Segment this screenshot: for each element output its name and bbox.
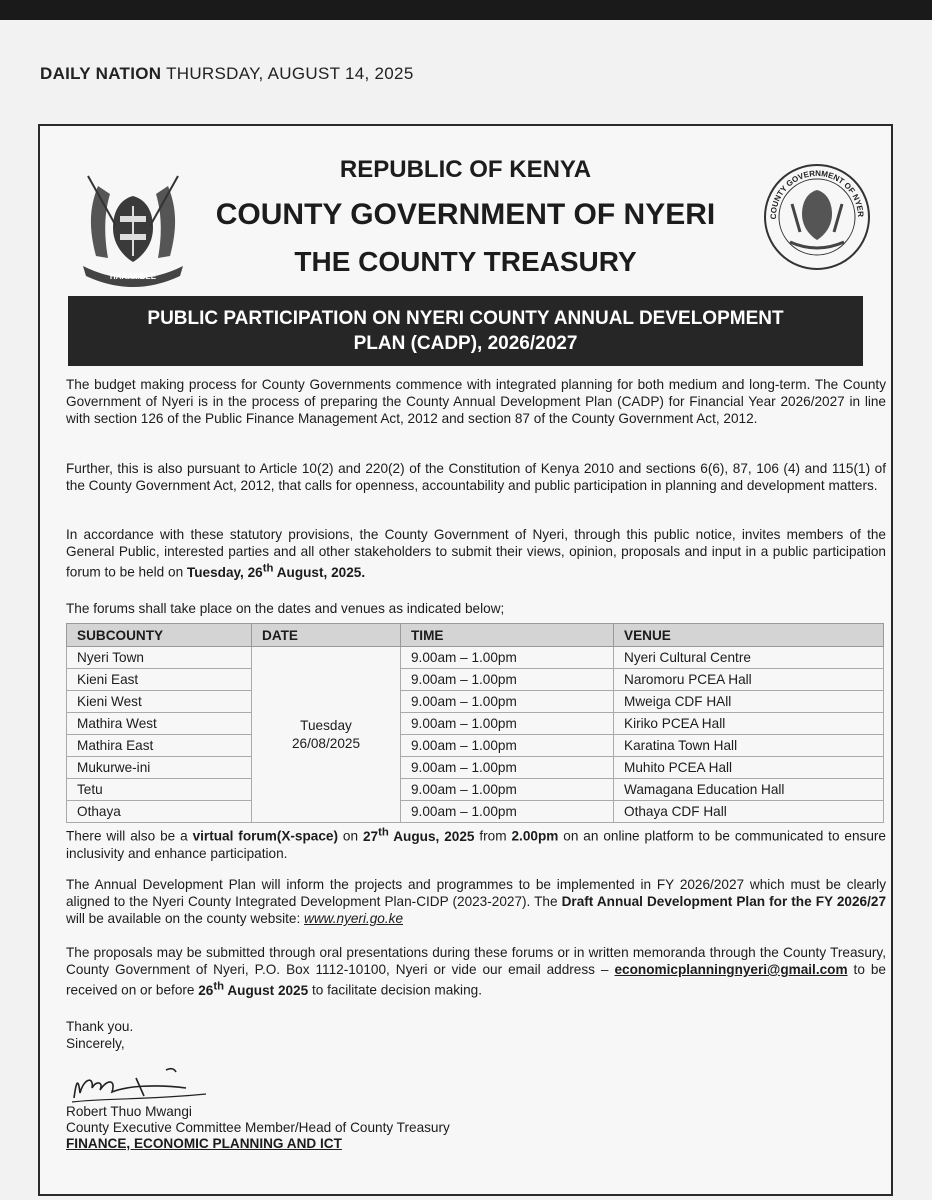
top-bar	[0, 0, 932, 20]
signatory-block	[66, 1104, 450, 1152]
public-notice	[38, 124, 893, 1196]
table-row: Mukurwe-ini 9.00am – 1.00pm Muhito PCEA Hall	[67, 757, 884, 779]
header-county: COUNTY GOVERNMENT OF NYERI	[215, 198, 716, 231]
email-link[interactable]: economicplanningnyeri@gmail.com	[614, 962, 848, 977]
col-subcounty: SUBCOUNTY	[67, 624, 252, 647]
paper-name: DAILY NATION	[40, 64, 162, 83]
col-time: TIME	[401, 624, 614, 647]
paragraph-invitation: In accordance with these statutory provisions, the County Government of Nyeri, through this public notice, invites members of the General Public, interested parties and all other stakeholders to submit their views, opinion, proposals and input in a public participation forum to be held on Tuesday, 26th August, 2025.	[66, 527, 886, 580]
signatory-department: FINANCE, ECONOMIC PLANNING AND ICT	[66, 1136, 342, 1151]
header-republic: REPUBLIC OF KENYA	[339, 156, 592, 183]
header-treasury: THE COUNTY TREASURY	[294, 246, 637, 277]
paragraph-adp: The Annual Development Plan will inform the projects and programmes to be implemented in FY 2026/2027 which must be clearly aligned to the Nyeri County Integrated Development Plan-CIDP (2023-2027). The Draft Annual Development Plan for the FY 2026/27 will be available on the county website: www.nyeri.go.ke	[66, 877, 887, 926]
harambee-motto: HARAMBEE	[109, 272, 157, 281]
paragraph-virtual-forum: There will also be a virtual forum(X-space) on 27th Augus, 2025 from 2.00pm on an online platform to be communicated to ensure inclusivity and enhance participation.	[66, 826, 886, 861]
paragraph-legal-basis: Further, this is also pursuant to Article 10(2) and 220(2) of the Constitution of Kenya 2010 and sections 6(6), 87, 106 (4) and 115(1) of the County Government Act, 2012, that calls for openness, accountability and public participation in planning and development matters.	[66, 461, 886, 493]
paragraph-forums-intro: The forums shall take place on the dates and venues as indicated below;	[66, 601, 505, 616]
table-header-row	[67, 624, 884, 647]
notice-title-banner	[68, 296, 863, 366]
col-venue: VENUE	[614, 624, 884, 647]
signatory-name: Robert Thuo Mwangi	[66, 1104, 192, 1119]
banner-line-2: PLAN (CADP), 2026/2027	[353, 333, 578, 354]
county-website-link[interactable]: www.nyeri.go.ke	[304, 911, 404, 926]
signatory-role: County Executive Committee Member/Head of County Treasury	[66, 1120, 450, 1135]
seal-text: COUNTY GOVERNMENT OF NYER	[768, 168, 866, 220]
paragraph-closing: Thank you. Sincerely,	[66, 1019, 134, 1051]
table-row: Kieni West 9.00am – 1.00pm Mweiga CDF HAll	[67, 691, 884, 713]
table-row: Tetu 9.00am – 1.00pm Wamagana Education Hall	[67, 779, 884, 801]
table-row: Mathira East 9.00am – 1.00pm Karatina Town Hall	[67, 735, 884, 757]
newspaper-masthead	[40, 64, 414, 84]
forums-table	[66, 623, 884, 823]
col-date: DATE	[252, 624, 401, 647]
table-row: Mathira West 9.00am – 1.00pm Kiriko PCEA Hall	[67, 713, 884, 735]
date-cell: Tuesday 26/08/2025	[252, 647, 401, 823]
paragraph-intro: The budget making process for County Governments commence with integrated planning for both medium and long-term. The County Government of Nyeri is in the process of preparing the County Annual Development Plan (CADP) for Financial Year 2026/2027 in line with section 126 of the Public Finance Management Act, 2012 and section 87 of the County Government Act, 2012.	[66, 377, 886, 426]
handwritten-signature-icon	[66, 1058, 266, 1108]
table-row: Kieni East 9.00am – 1.00pm Naromoru PCEA Hall	[67, 669, 884, 691]
table-row: Nyeri Town Tuesday 26/08/2025 9.00am – 1.00pm Nyeri Cultural Centre	[67, 647, 884, 669]
paragraph-submissions: The proposals may be submitted through oral presentations during these forums or in written memoranda through the County Treasury, County Government of Nyeri, P.O. Box 1112-10100, Nyeri or vide our email address – economicplanningnyeri@gmail.com to be received on or before 26th August 2025 to facilitate decision making.	[66, 945, 886, 998]
table-row: Othaya 9.00am – 1.00pm Othaya CDF Hall	[67, 801, 884, 823]
banner-line-1: PUBLIC PARTICIPATION ON NYERI COUNTY ANNUAL DEVELOPMENT	[147, 308, 784, 329]
paper-date: THURSDAY, AUGUST 14, 2025	[166, 64, 414, 83]
